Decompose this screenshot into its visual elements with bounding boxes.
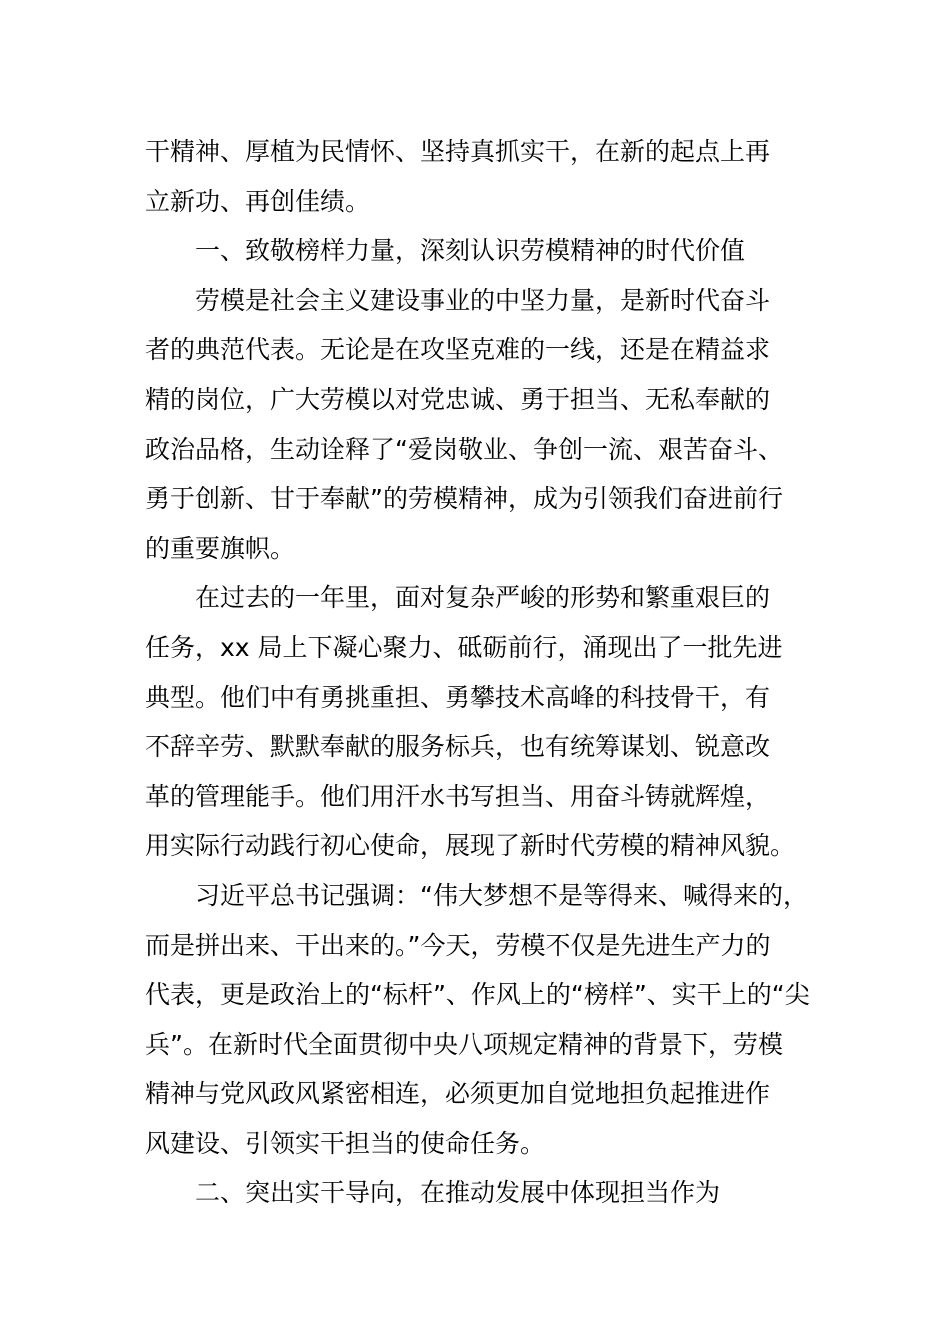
paragraph-continued — [145, 127, 835, 226]
text-line: 劳模是社会主义建设事业的中坚力量，是新时代奋斗 — [195, 285, 771, 315]
text-line: 立新功、再创佳绩。 — [145, 186, 371, 216]
section-heading-2 — [145, 1168, 835, 1218]
paragraph-2 — [145, 573, 835, 871]
document-body — [145, 127, 835, 1218]
text-line: 在过去的一年里，面对复杂严峻的形势和繁重艰巨的 — [195, 583, 771, 613]
text-line: 风建设、引领实干担当的使命任务。 — [145, 1128, 546, 1158]
heading-text: 一、致敬榜样力量，深刻认识劳模精神的时代价值 — [195, 236, 746, 266]
text-line: 兵”。在新时代全面贯彻中央八项规定精神的背景下，劳模 — [145, 1029, 783, 1059]
text-line: 任务，xx 局上下凝心聚力、砥砺前行，涌现出了一批先进 — [145, 632, 783, 662]
text-line: 精神与党风政风紧密相连，必须更加自觉地担负起推进作 — [145, 1079, 771, 1109]
text-line: 代表，更是政治上的“标杆”、作风上的“榜样”、实干上的“尖 — [145, 980, 810, 1010]
paragraph-3 — [145, 871, 835, 1169]
text-line: 而是拼出来、干出来的。”今天，劳模不仅是先进生产力的 — [145, 930, 771, 960]
text-line: 干精神、厚植为民情怀、坚持真抓实干，在新的起点上再 — [145, 137, 771, 166]
text-line: 勇于创新、甘于奉献”的劳模精神，成为引领我们奋进前行 — [145, 484, 783, 514]
section-heading-1 — [145, 226, 835, 276]
heading-text: 二、突出实干导向，在推动发展中体现担当作为 — [195, 1178, 721, 1208]
text-line: 典型。他们中有勇挑重担、勇攀技术高峰的科技骨干，有 — [145, 682, 771, 712]
paragraph-1 — [145, 276, 835, 574]
text-line: 革的管理能手。他们用汗水书写担当、用奋斗铸就辉煌， — [145, 781, 771, 811]
text-line: 者的典范代表。无论是在攻坚克难的一线，还是在精益求 — [145, 335, 771, 365]
text-line: 政治品格，生动诠释了“爱岗敬业、争创一流、艰苦奋斗、 — [145, 434, 783, 464]
text-line: 习近平总书记强调：“伟大梦想不是等得来、喊得来的， — [195, 880, 808, 910]
text-line: 不辞辛劳、默默奉献的服务标兵，也有统筹谋划、锐意改 — [145, 732, 771, 762]
text-line: 用实际行动践行初心使命，展现了新时代劳模的精神风貌。 — [145, 831, 796, 861]
text-line: 精的岗位，广大劳模以对党忠诚、勇于担当、无私奉献的 — [145, 384, 771, 414]
text-line: 的重要旗帜。 — [145, 533, 296, 563]
